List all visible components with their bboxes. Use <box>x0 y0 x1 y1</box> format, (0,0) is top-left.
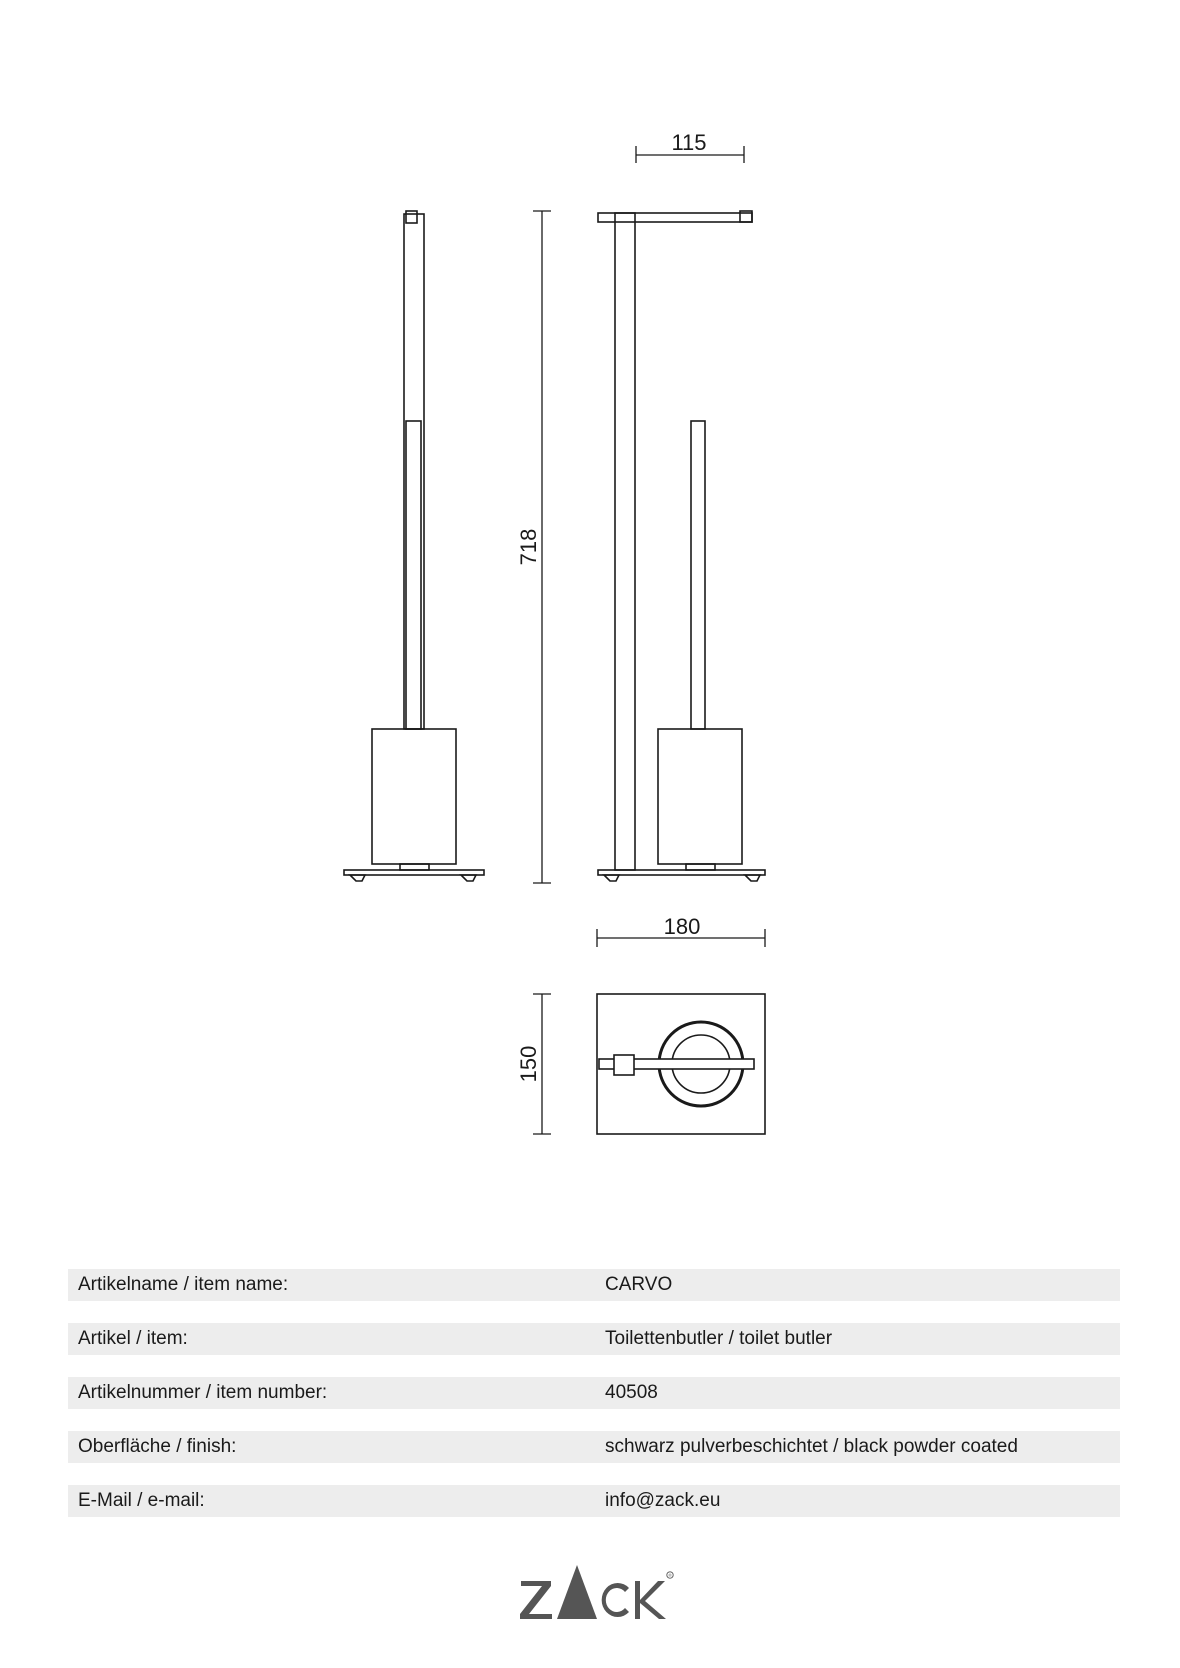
spec-label: E-Mail / e-mail: <box>78 1490 205 1511</box>
front-view-brush-handle <box>406 421 421 729</box>
front-view-cap <box>406 211 417 223</box>
spec-label: Artikelnummer / item number: <box>78 1382 328 1403</box>
spec-value: schwarz pulverbeschichtet / black powder coated <box>605 1436 1018 1457</box>
spec-label: Artikelname / item name: <box>78 1274 289 1295</box>
spec-label: Artikel / item: <box>78 1328 188 1349</box>
side-view <box>598 211 765 881</box>
side-view-foot-left <box>604 875 619 881</box>
side-view-foot-right <box>745 875 760 881</box>
front-view-foot-right <box>461 875 476 881</box>
side-view-brush-container <box>658 729 742 864</box>
top-view-pole <box>614 1055 634 1075</box>
spec-row-item <box>68 1323 1120 1355</box>
front-view-foot-left <box>350 875 365 881</box>
dim-label-base-depth: 150 <box>516 1045 541 1083</box>
spec-label: Oberfläche / finish: <box>78 1436 237 1457</box>
zack-logo-mark <box>520 1565 666 1619</box>
side-view-brush-handle <box>691 421 705 729</box>
side-view-base-plate <box>598 870 765 875</box>
side-view-connector <box>686 864 715 870</box>
spec-row-email <box>68 1485 1120 1517</box>
front-view-connector <box>400 864 429 870</box>
front-view <box>344 211 484 881</box>
front-view-brush-container <box>372 729 456 864</box>
dim-label-base-width: 180 <box>663 914 701 939</box>
spec-value: info@zack.eu <box>605 1490 721 1511</box>
registered-mark: ® <box>668 1572 672 1578</box>
side-view-paper-arm <box>598 213 752 222</box>
spec-row-finish <box>68 1431 1120 1463</box>
spec-value: Toilettenbutler / toilet butler <box>605 1328 833 1349</box>
spec-row-item-name <box>68 1269 1120 1301</box>
side-view-pole <box>615 213 635 870</box>
top-view <box>597 994 765 1134</box>
dimension-lines <box>533 146 765 1134</box>
dim-label-height: 718 <box>516 528 541 566</box>
spec-row-item-number <box>68 1377 1120 1409</box>
spec-value: CARVO <box>605 1274 673 1295</box>
spec-table <box>68 1269 1120 1539</box>
dim-label-top-width: 115 <box>671 130 707 155</box>
spec-value: 40508 <box>605 1382 658 1403</box>
zack-logo <box>515 1555 675 1625</box>
